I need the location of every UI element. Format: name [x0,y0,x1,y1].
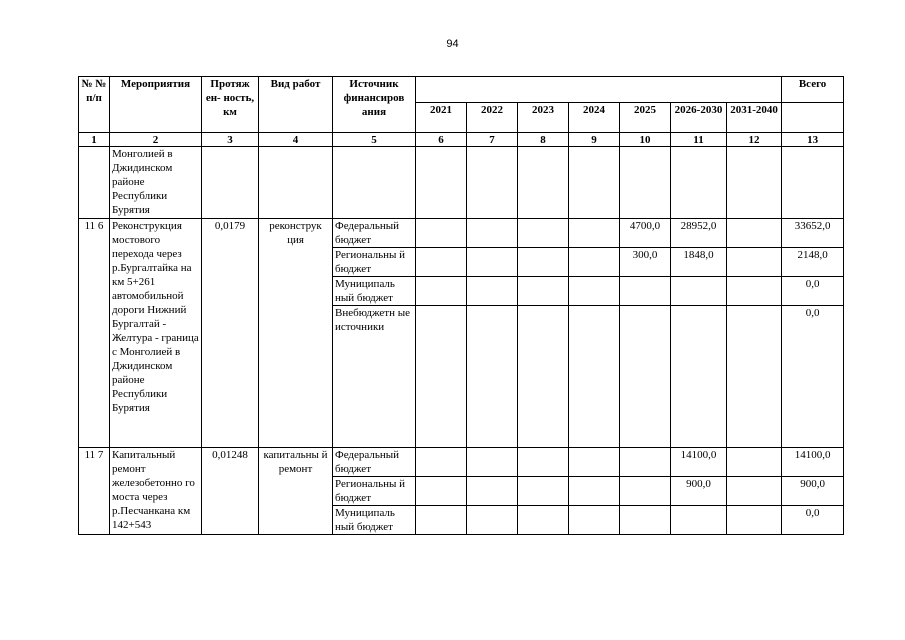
header-num: № № п/п [79,77,110,133]
row-116-source-regional: Региональны й бюджет [333,248,416,277]
row-117-source-regional: Региональны й бюджет [333,477,416,506]
col-number: 2 [110,133,202,147]
row-116-municipal-total: 0,0 [782,277,844,306]
row-116-regional-total: 2148,0 [782,248,844,277]
row-117-regional-total: 900,0 [782,477,844,506]
col-number: 9 [569,133,620,147]
col-number: 10 [620,133,671,147]
header-year-2024: 2024 [569,103,620,133]
continuation-length [202,147,259,219]
col-number: 6 [416,133,467,147]
col-number: 13 [782,133,844,147]
header-year-2031-2040: 2031-2040 [727,103,782,133]
header-year-2023: 2023 [518,103,569,133]
row-116-event-name: Реконструкция мостового перехода через р.Бургалтайка на км 5+261 автомобильной дороги Нижний Бургалтай - Желтура - граница с Монголией в Джидинском районе Республики Бурятия [110,219,202,448]
continuation-work [259,147,333,219]
col-number: 11 [671,133,727,147]
row-117-regional-2026-2030: 900,0 [671,477,727,506]
row-117-source-federal: Федеральный бюджет [333,448,416,477]
row-117-federal-total: 14100,0 [782,448,844,477]
header-event: Мероприятия [110,77,202,133]
header-length: Протяж ен- ность, км [202,77,259,133]
header-total-empty [782,103,844,133]
row-117-source-municipal: Муниципаль ный бюджет [333,506,416,535]
col-number: 7 [467,133,518,147]
header-year-2025: 2025 [620,103,671,133]
header-work-type: Вид работ [259,77,333,133]
row-117-num: 11 7 [79,448,110,535]
col-number: 5 [333,133,416,147]
row-117-length: 0,01248 [202,448,259,535]
row-117-federal-2026-2030: 14100,0 [671,448,727,477]
continuation-source [333,147,416,219]
row-116-source-municipal: Муниципаль ный бюджет [333,277,416,306]
row-116-federal-2025: 4700,0 [620,219,671,248]
row-116-federal-total: 33652,0 [782,219,844,248]
row-116-num: 11 6 [79,219,110,448]
header-total: Всего [782,77,844,103]
header-year-2026-2030: 2026-2030 [671,103,727,133]
col-number: 1 [79,133,110,147]
continuation-event-name: Монголией в Джидинском районе Республики Бурятия [110,147,202,219]
row-116-source-extrabudgetary: Внебюджетн ые источники [333,306,416,448]
row-117-event-name: Капитальный ремонт железобетонно го моста через р.Песчанкана км 142+543 [110,448,202,535]
continuation-num [79,147,110,219]
row-116-extrabudgetary-total: 0,0 [782,306,844,448]
financing-table [78,76,844,535]
row-117-work-type: капитальны й ремонт [259,448,333,535]
col-number: 8 [518,133,569,147]
page-number: 94 [446,38,459,50]
row-116-length: 0,0179 [202,219,259,448]
row-116-work-type: реконструк ция [259,219,333,448]
row-117-municipal-total: 0,0 [782,506,844,535]
row-116-source-federal: Федеральный бюджет [333,219,416,248]
header-years-group [416,77,782,103]
col-number: 3 [202,133,259,147]
header-year-2021: 2021 [416,103,467,133]
header-source: Источник финансиров ания [333,77,416,133]
row-116-regional-2026-2030: 1848,0 [671,248,727,277]
row-116-federal-2026-2030: 28952,0 [671,219,727,248]
col-number: 4 [259,133,333,147]
header-year-2022: 2022 [467,103,518,133]
row-116-regional-2025: 300,0 [620,248,671,277]
col-number: 12 [727,133,782,147]
